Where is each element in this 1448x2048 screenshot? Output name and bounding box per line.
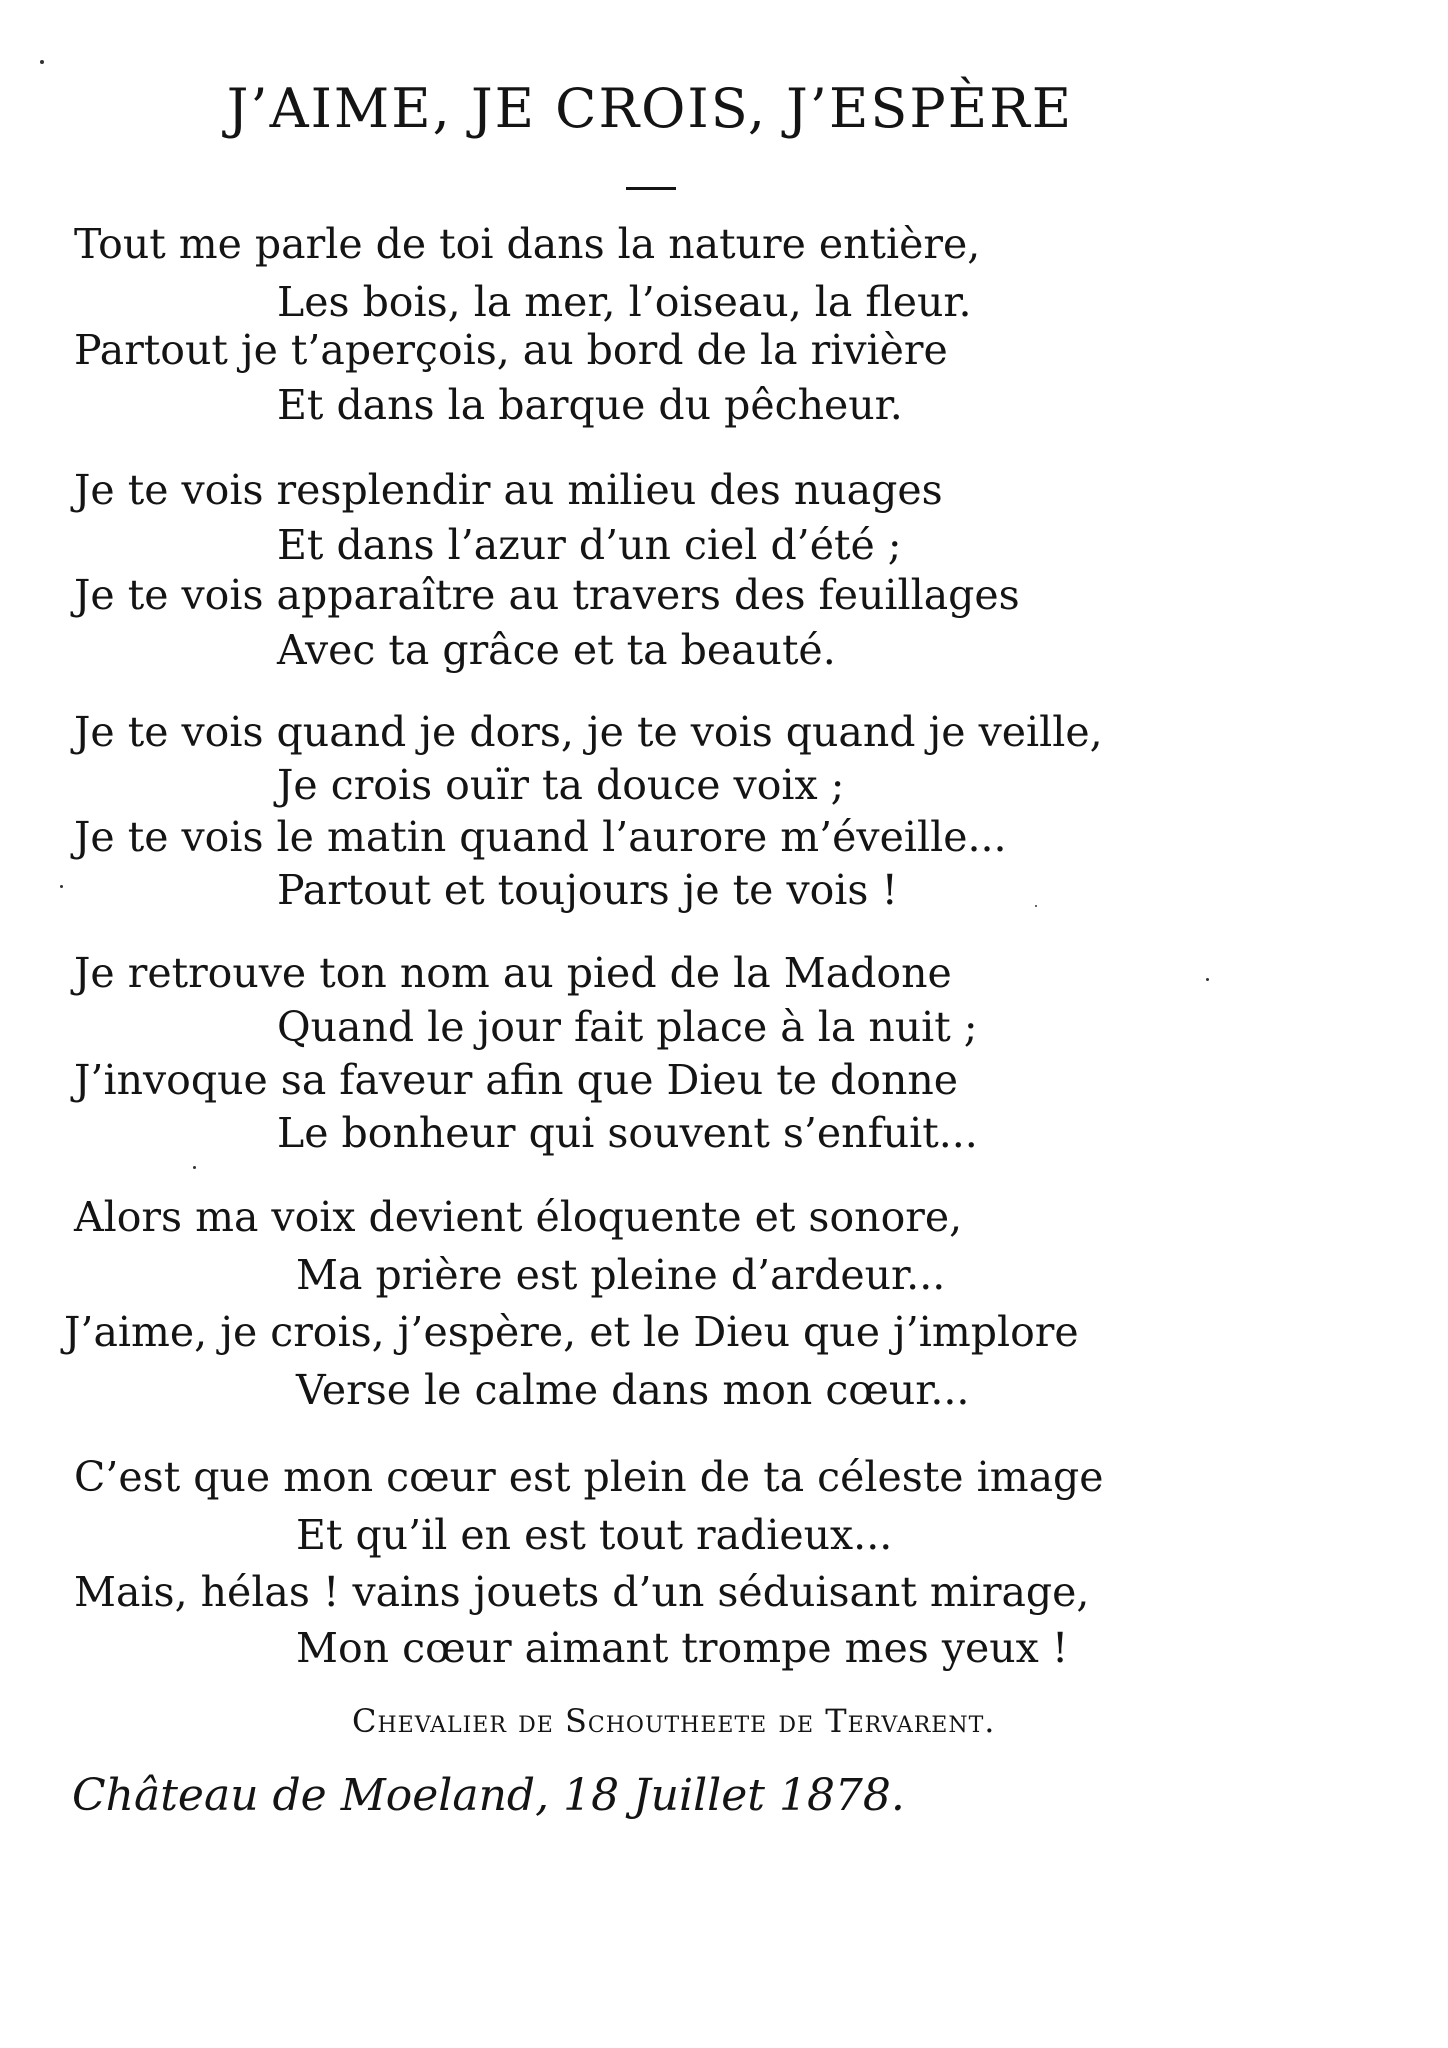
print-speck	[1035, 905, 1037, 907]
stanza-5-line-2: Ma prière est pleine d’ardeur...	[296, 1251, 946, 1299]
stanza-4-line-4: Le bonheur qui souvent s’enfuit...	[277, 1109, 978, 1157]
stanza-6-line-1: C’est que mon cœur est plein de ta céleste image	[74, 1453, 1104, 1501]
stanza-3-line-4: Partout et toujours je te vois !	[277, 866, 898, 914]
dateline: Château de Moeland, 18 Juillet 1878.	[72, 1770, 905, 1821]
stanza-3-line-2: Je crois ouïr ta douce voix ;	[277, 761, 845, 809]
author-signature: Chevalier de Schoutheete de Tervarent.	[352, 1702, 996, 1740]
stanza-2-line-1: Je te vois resplendir au milieu des nuages	[74, 466, 943, 514]
stanza-5-line-4: Verse le calme dans mon cœur...	[296, 1366, 970, 1414]
stanza-1-line-2: Les bois, la mer, l’oiseau, la fleur.	[277, 278, 972, 326]
stanza-1-line-1: Tout me parle de toi dans la nature entière,	[74, 220, 981, 268]
print-speck	[60, 885, 63, 888]
stanza-4-line-3: J’invoque sa faveur afin que Dieu te donne	[74, 1056, 959, 1104]
title-rule	[626, 187, 676, 190]
stanza-2-line-3: Je te vois apparaître au travers des feuillages	[74, 571, 1020, 619]
stanza-2-line-2: Et dans l’azur d’un ciel d’été ;	[277, 521, 902, 569]
stanza-3-line-3: Je te vois le matin quand l’aurore m’éveille...	[74, 813, 1007, 861]
print-speck	[1206, 978, 1209, 981]
stanza-6-line-3: Mais, hélas ! vains jouets d’un séduisant mirage,	[74, 1568, 1090, 1616]
print-speck	[193, 1166, 196, 1169]
stanza-3-line-1: Je te vois quand je dors, je te vois quand je veille,	[74, 708, 1103, 756]
stanza-4-line-2: Quand le jour fait place à la nuit ;	[277, 1003, 978, 1051]
stanza-6-line-4: Mon cœur aimant trompe mes yeux !	[296, 1624, 1069, 1672]
poem-title: J’AIME, JE CROIS, J’ESPÈRE	[226, 77, 1074, 140]
stanza-1-line-4: Et dans la barque du pêcheur.	[277, 381, 903, 429]
stanza-1-line-3: Partout je t’aperçois, au bord de la rivière	[74, 326, 948, 374]
stanza-5-line-3: J’aime, je crois, j’espère, et le Dieu que j’implore	[64, 1308, 1079, 1356]
stanza-6-line-2: Et qu’il en est tout radieux...	[296, 1511, 893, 1559]
print-speck	[40, 60, 44, 64]
stanza-2-line-4: Avec ta grâce et ta beauté.	[277, 626, 836, 674]
stanza-5-line-1: Alors ma voix devient éloquente et sonore,	[74, 1193, 963, 1241]
stanza-4-line-1: Je retrouve ton nom au pied de la Madone	[74, 949, 952, 997]
